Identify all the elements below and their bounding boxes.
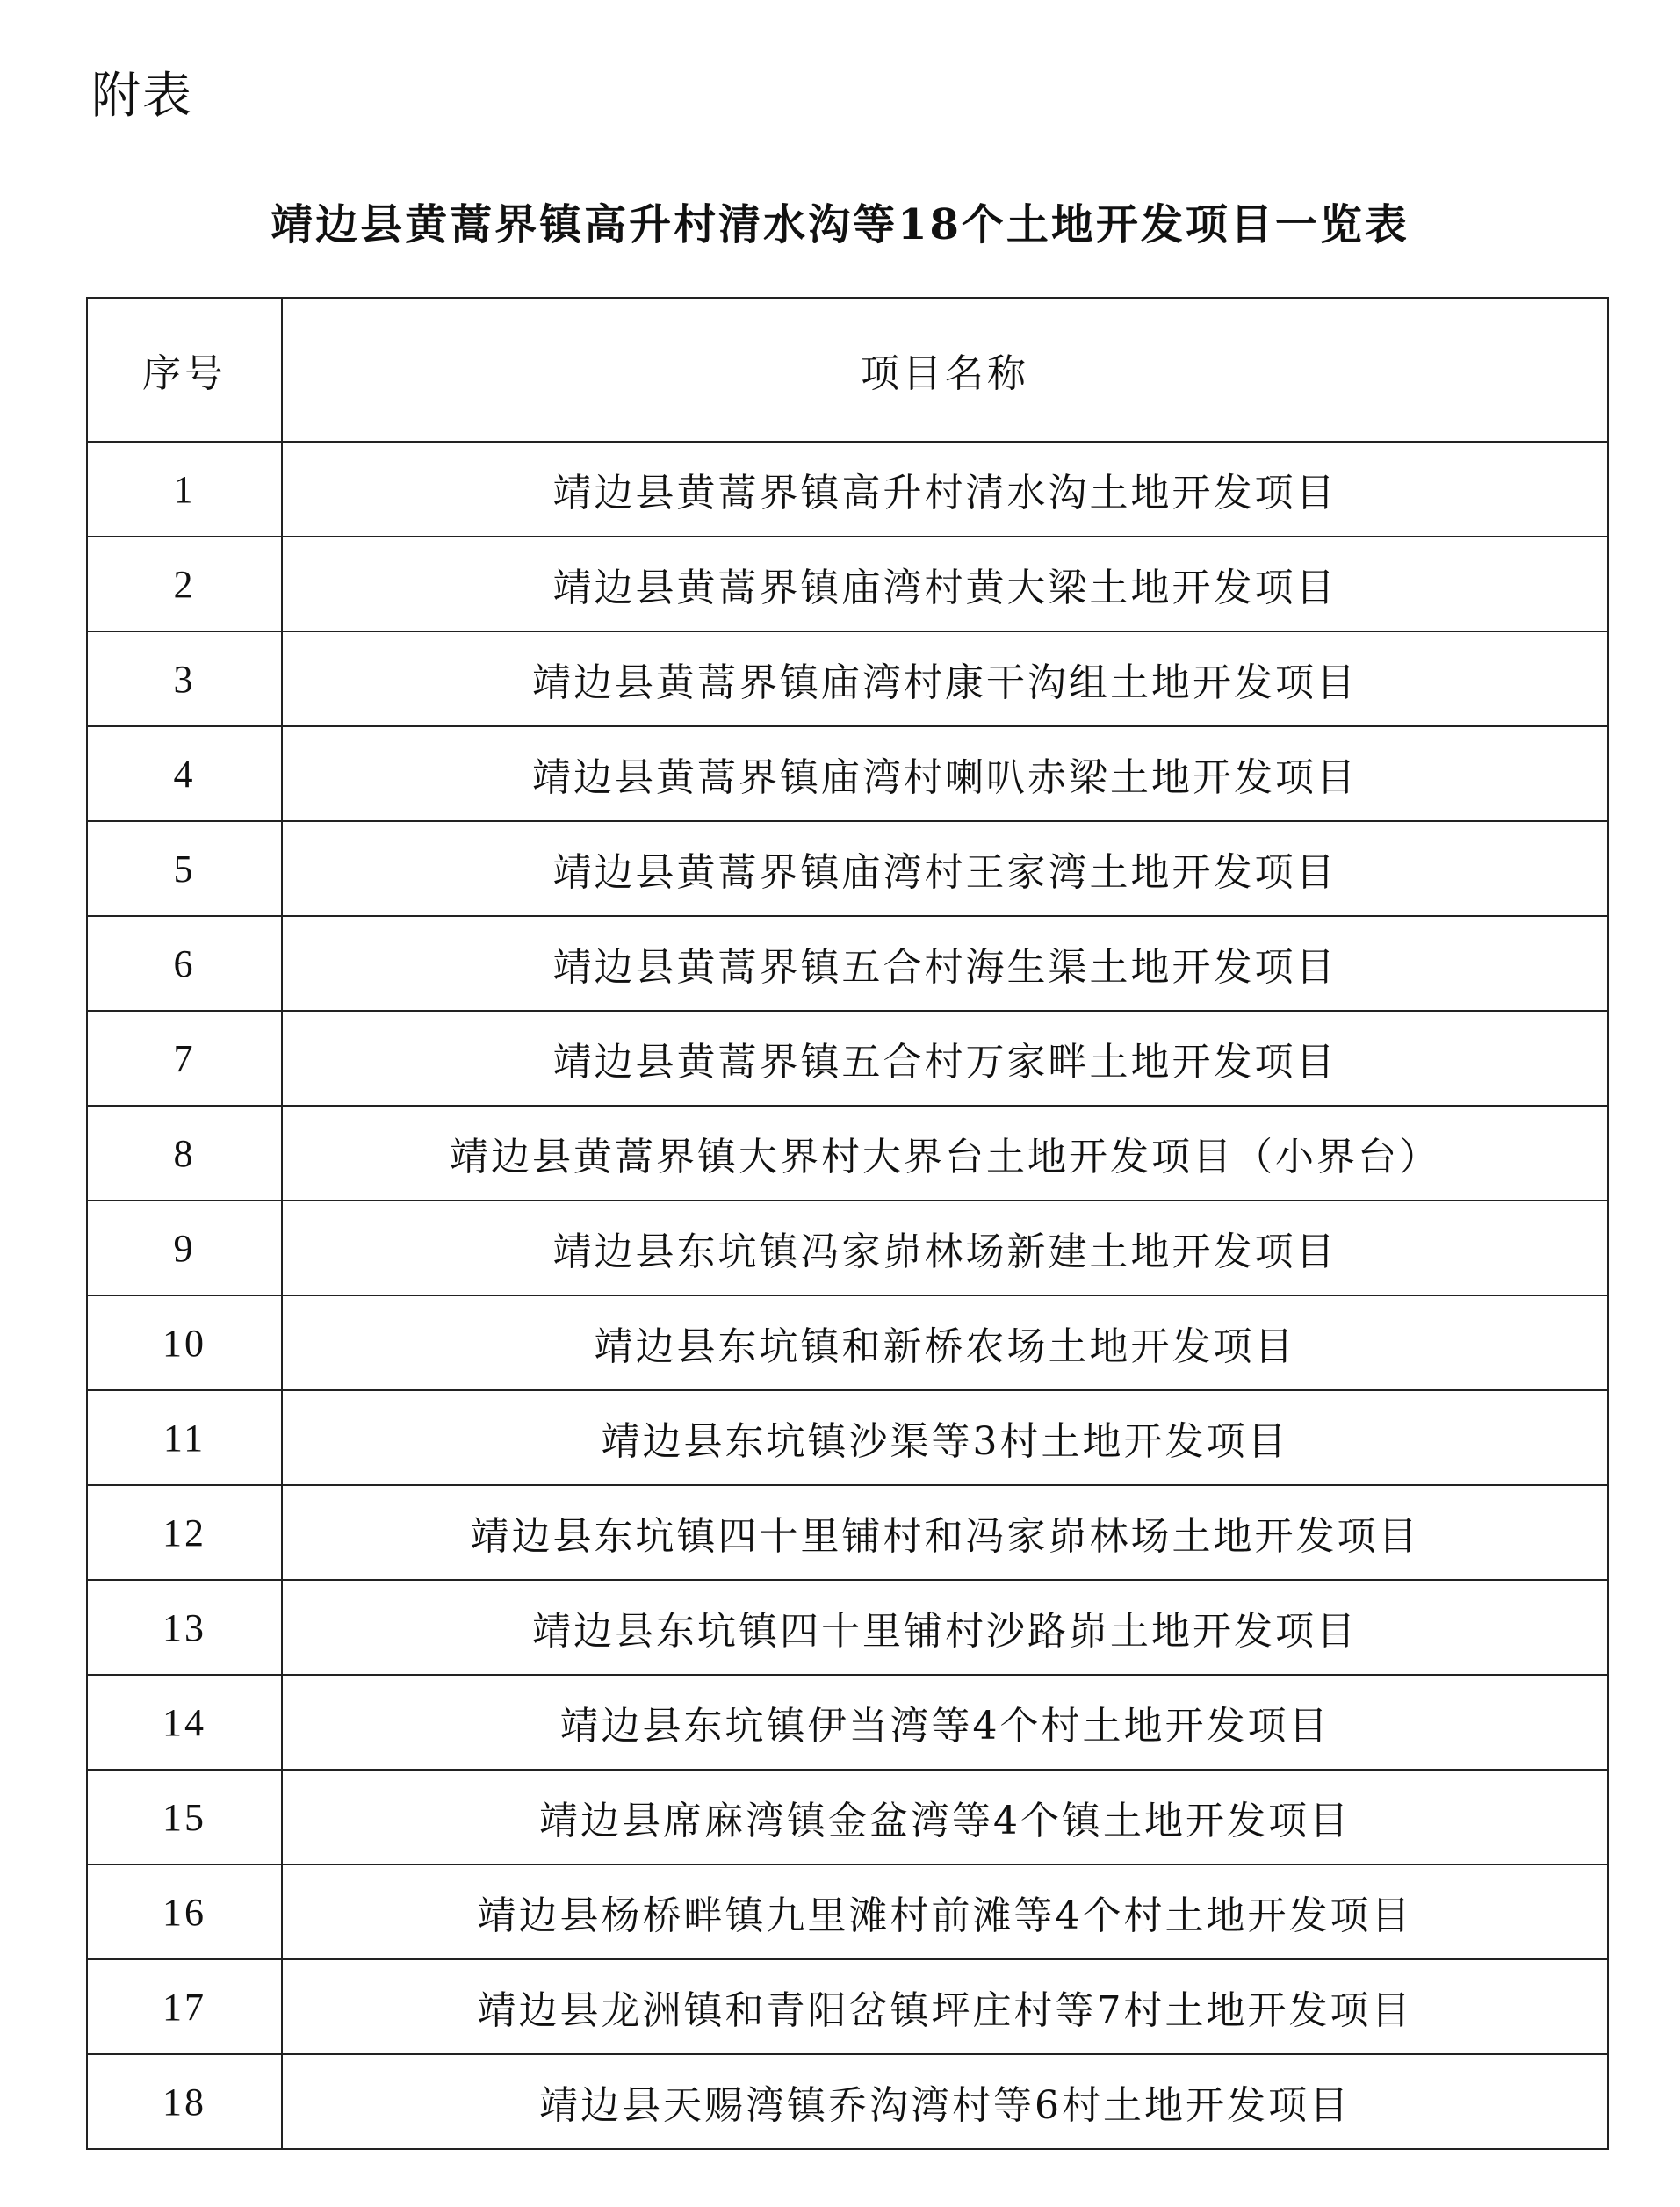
cell-seq: 18 (87, 2054, 282, 2149)
cell-seq: 9 (87, 1201, 282, 1295)
cell-project-name: 靖边县黄蒿界镇高升村清水沟土地开发项目 (282, 442, 1608, 537)
cell-seq: 4 (87, 726, 282, 821)
table-row (87, 726, 1608, 821)
table-row (87, 1390, 1608, 1485)
cell-seq: 15 (87, 1770, 282, 1864)
table-row (87, 916, 1608, 1011)
cell-seq: 8 (87, 1106, 282, 1201)
table-row (87, 1864, 1608, 1959)
cell-project-name: 靖边县席麻湾镇金盆湾等4个镇土地开发项目 (282, 1770, 1608, 1864)
cell-project-name: 靖边县天赐湾镇乔沟湾村等6村土地开发项目 (282, 2054, 1608, 2149)
cell-project-name: 靖边县黄蒿界镇庙湾村喇叭赤梁土地开发项目 (282, 726, 1608, 821)
table-row (87, 1485, 1608, 1580)
cell-seq: 1 (87, 442, 282, 537)
table-row (87, 1675, 1608, 1770)
cell-project-name: 靖边县黄蒿界镇五合村海生渠土地开发项目 (282, 916, 1608, 1011)
cell-project-name: 靖边县东坑镇沙渠等3村土地开发项目 (282, 1390, 1608, 1485)
table-header-row (87, 298, 1608, 442)
cell-project-name: 靖边县东坑镇伊当湾等4个村土地开发项目 (282, 1675, 1608, 1770)
attachment-label: 附表 (91, 68, 193, 125)
table-row (87, 1011, 1608, 1106)
cell-project-name: 靖边县黄蒿界镇庙湾村王家湾土地开发项目 (282, 821, 1608, 916)
cell-project-name: 靖边县黄蒿界镇大界村大界台土地开发项目（小界台） (282, 1106, 1608, 1201)
cell-project-name: 靖边县黄蒿界镇五合村万家畔土地开发项目 (282, 1011, 1608, 1106)
project-table (86, 297, 1609, 2150)
cell-seq: 6 (87, 916, 282, 1011)
cell-project-name: 靖边县东坑镇四十里铺村和冯家峁林场土地开发项目 (282, 1485, 1608, 1580)
table-row (87, 442, 1608, 537)
cell-seq: 5 (87, 821, 282, 916)
cell-seq: 13 (87, 1580, 282, 1675)
cell-project-name: 靖边县黄蒿界镇庙湾村康干沟组土地开发项目 (282, 631, 1608, 726)
cell-project-name: 靖边县杨桥畔镇九里滩村前滩等4个村土地开发项目 (282, 1864, 1608, 1959)
cell-seq: 2 (87, 537, 282, 631)
document-title: 靖边县黄蒿界镇高升村清水沟等18个土地开发项目一览表 (270, 200, 1410, 249)
table-row (87, 1201, 1608, 1295)
table-row (87, 1580, 1608, 1675)
header-project-name: 项目名称 (282, 298, 1608, 442)
header-seq: 序号 (87, 298, 282, 442)
cell-project-name: 靖边县东坑镇四十里铺村沙路峁土地开发项目 (282, 1580, 1608, 1675)
table-row (87, 537, 1608, 631)
cell-project-name: 靖边县东坑镇冯家峁林场新建土地开发项目 (282, 1201, 1608, 1295)
cell-seq: 10 (87, 1295, 282, 1390)
cell-project-name: 靖边县东坑镇和新桥农场土地开发项目 (282, 1295, 1608, 1390)
cell-seq: 17 (87, 1959, 282, 2054)
cell-project-name: 靖边县龙洲镇和青阳岔镇坪庄村等7村土地开发项目 (282, 1959, 1608, 2054)
cell-seq: 11 (87, 1390, 282, 1485)
table-row (87, 1106, 1608, 1201)
table-row (87, 1959, 1608, 2054)
cell-project-name: 靖边县黄蒿界镇庙湾村黄大梁土地开发项目 (282, 537, 1608, 631)
cell-seq: 12 (87, 1485, 282, 1580)
cell-seq: 16 (87, 1864, 282, 1959)
table-row (87, 2054, 1608, 2149)
table-row (87, 821, 1608, 916)
cell-seq: 7 (87, 1011, 282, 1106)
cell-seq: 3 (87, 631, 282, 726)
cell-seq: 14 (87, 1675, 282, 1770)
table-row (87, 631, 1608, 726)
table-row (87, 1770, 1608, 1864)
table-row (87, 1295, 1608, 1390)
